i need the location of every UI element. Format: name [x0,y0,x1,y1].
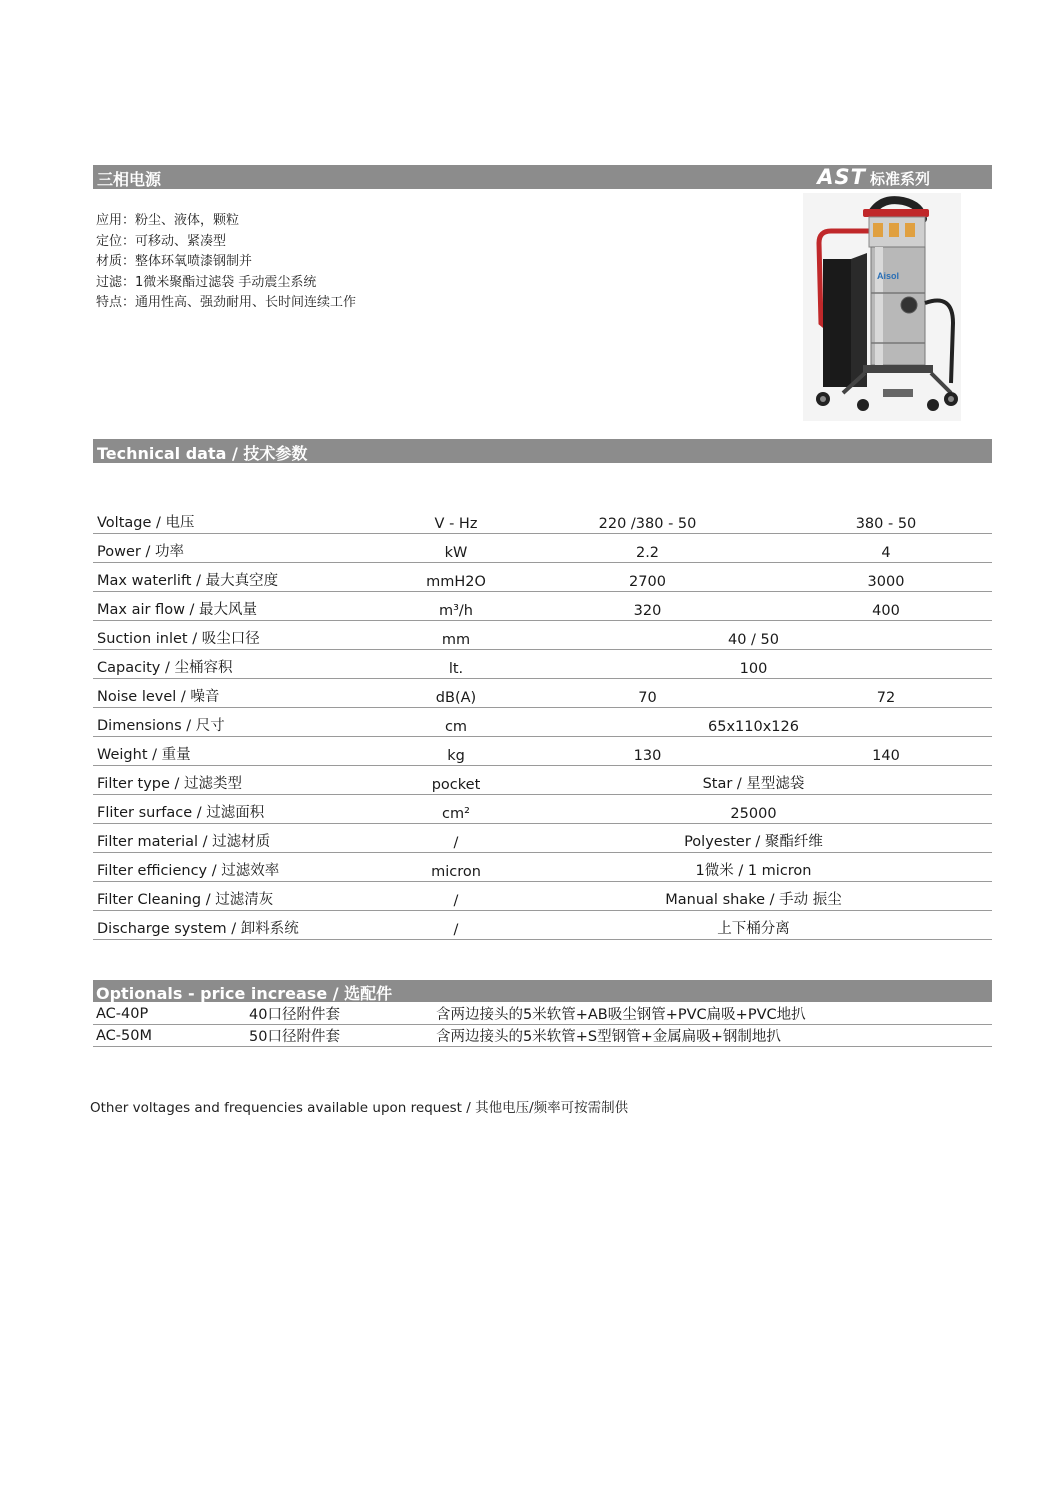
spec-value: 1微米 / 1 micron [515,853,992,882]
spec-value: 140 [780,737,992,766]
spec-label: Filter efficiency / 过滤效率 [93,853,397,882]
section-header-bar [93,165,992,189]
spec-label: Weight / 重量 [93,737,397,766]
spec-value: 3000 [780,563,992,592]
spec-unit: kg [397,737,515,766]
spec-value: 上下桶分离 [515,911,992,940]
product-logo: Aisol [877,271,900,281]
spec-value: 40 / 50 [515,621,992,650]
spec-value: 130 [515,737,780,766]
option-name: 50口径附件套 [249,1025,424,1047]
table-row [93,534,992,563]
table-row [93,708,992,737]
spec-unit: cm [397,708,515,737]
table-row [93,824,992,853]
feature-list [96,211,356,314]
series-name: 标准系列 [869,170,930,188]
spec-unit: mmH2O [397,563,515,592]
section-title: 三相电源 [97,170,162,189]
table-row [93,911,992,940]
feature-item: 特点：通用性高、强劲耐用、长时间连续工作 [96,295,357,310]
table-row [93,882,992,911]
vacuum-cleaner-illustration [803,193,961,421]
series-brand: AST [817,165,866,189]
option-code: AC-50M [93,1025,249,1047]
spec-unit: / [397,911,515,940]
table-row [93,795,992,824]
spec-label: Voltage / 电压 [93,505,397,534]
spec-label: Noise level / 噪音 [93,679,397,708]
section-header-bar [93,980,992,1002]
spec-unit: lt. [397,650,515,679]
table-row [93,737,992,766]
spec-value: Star / 星型滤袋 [515,766,992,795]
feature-item: 材质：整体环氧喷漆钢制并 [96,254,253,269]
spec-unit: m³/h [397,592,515,621]
option-description: 含两边接头的5米软管+S型钢管+金属扁吸+钢制地扒 [424,1025,992,1047]
product-image [803,193,961,421]
spec-label: Fliter surface / 过滤面积 [93,795,397,824]
spec-label: Dimensions / 尺寸 [93,708,397,737]
spec-unit: dB(A) [397,679,515,708]
spec-value: 4 [780,534,992,563]
table-row [93,563,992,592]
spec-unit: cm² [397,795,515,824]
spec-value: 65x110x126 [515,708,992,737]
spec-unit: V - Hz [397,505,515,534]
spec-value: 380 - 50 [780,505,992,534]
spec-label: Suction inlet / 吸尘口径 [93,621,397,650]
table-row [93,505,992,534]
technical-data-table [93,505,992,940]
section-title: Optionals - price increase / 选配件 [96,984,393,1003]
spec-value: Manual shake / 手动 振尘 [515,882,992,911]
spec-value: 400 [780,592,992,621]
option-code: AC-40P [93,1003,249,1025]
table-row [93,1025,992,1047]
spec-label: Capacity / 尘桶容积 [93,650,397,679]
section-header-bar [93,439,992,463]
spec-value: 70 [515,679,780,708]
spec-unit: / [397,882,515,911]
spec-label: Discharge system / 卸料系统 [93,911,397,940]
spec-label: Power / 功率 [93,534,397,563]
spec-unit: mm [397,621,515,650]
spec-value: 2700 [515,563,780,592]
table-row [93,766,992,795]
spec-label: Filter type / 过滤类型 [93,766,397,795]
optionals-table [93,1003,992,1047]
option-description: 含两边接头的5米软管+AB吸尘钢管+PVC扁吸+PVC地扒 [424,1003,992,1025]
spec-label: Filter material / 过滤材质 [93,824,397,853]
spec-unit: pocket [397,766,515,795]
table-row [93,679,992,708]
table-row [93,621,992,650]
spec-unit: / [397,824,515,853]
table-row [93,1003,992,1025]
section-title: Technical data / 技术参数 [97,444,308,463]
feature-item: 应用：粉尘、液体，颗粒 [96,213,240,228]
spec-value: 320 [515,592,780,621]
spec-label: Max waterlift / 最大真空度 [93,563,397,592]
feature-item: 定位：可移动、紧凑型 [96,233,227,249]
spec-value: Polyester / 聚酯纤维 [515,824,992,853]
spec-value: 100 [515,650,992,679]
option-name: 40口径附件套 [249,1003,424,1025]
spec-value: 220 /380 - 50 [515,505,780,534]
footnote: Other voltages and frequencies available upon request / 其他电压/频率可按需制供 [90,1100,629,1116]
table-row [93,853,992,882]
feature-item: 过滤：1微米聚酯过滤袋 手动震尘系统 [96,274,317,290]
spec-value: 25000 [515,795,992,824]
table-row [93,592,992,621]
spec-label: Filter Cleaning / 过滤清灰 [93,882,397,911]
table-row [93,650,992,679]
series-label [817,165,930,189]
spec-value: 2.2 [515,534,780,563]
spec-label: Max air flow / 最大风量 [93,592,397,621]
spec-value: 72 [780,679,992,708]
spec-unit: kW [397,534,515,563]
spec-unit: micron [397,853,515,882]
